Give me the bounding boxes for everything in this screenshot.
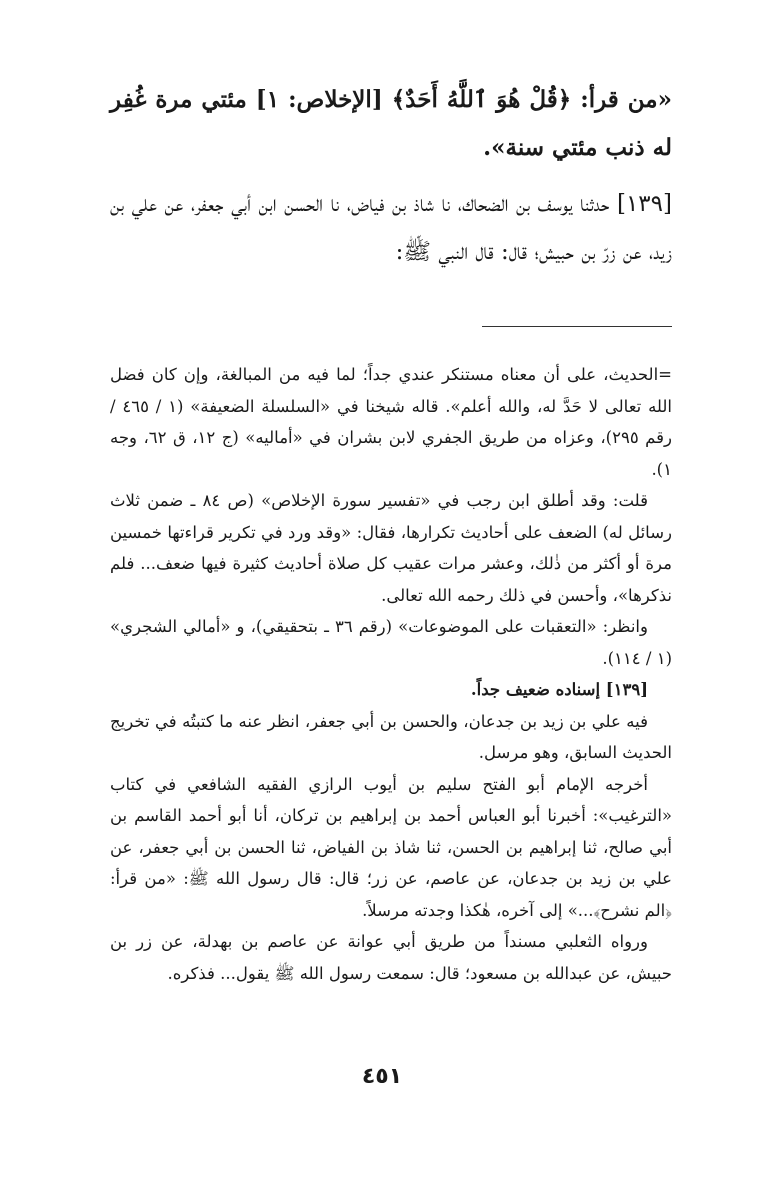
footnote-see-also: وانظر: «التعقبات على الموضوعات» (رقم ٣٦ ـ بتحقيقي)، و «أمالي الشجري» (١ / ١١٤). [110,617,672,668]
footnote-ibn-rajab: قلت: وقد أطلق ابن رجب في «تفسير سورة الإخلاص» (ص ٨٤ ـ ضمن ثلاث رسائل له) الضعف على أحاديث تكرارها، فقال: «وقد ورد في تكرير قراءتها خمسين مرة أو أكثر من ذٰلك، وعشر مرات عقيب كل صلاة أحاديث كثيرة فيها ضعف... فلم نذكرها»، وأحسن في ذلك رحمه الله تعالى. [110,491,672,605]
footnote-divider [482,326,672,327]
footnote-divider-wrap [110,300,672,345]
main-text [110,76,672,276]
footnote-139-takhrij: أخرجه الإمام أبو الفتح سليم بن أيوب الرازي الفقيه الشافعي في كتاب «الترغيب»: أخبرنا أبو العباس أحمد بن إبراهيم بن تركان، أنا أبو أحمد القاسم بن أبي صالح، ثنا إبراهيم بن الحسن، ثنا شاذ بن الفياض، ثنا الحسن بن أبي جعفر، عن علي بن زيد بن جدعان، عن عاصم، عن زر؛ قال: قال رسول الله ﷺ: «من قرأ: ﴿الم نشرح﴾...» إلى آخره، هٰكذا وجدته مرسلاً. [110,774,672,920]
page-number: ٤٥١ [361,1064,403,1089]
footnote-continuation: =الحديث، على أن معناه مستنكر عندي جداً؛ لما فيه من المبالغة، وإن كان فضل الله تعالى لا حَدَّ له، والله أعلم». قاله شيخنا في «السلسلة الضعيفة» (١ / ٤٦٥ / رقم ٢٩٥)، وعزاه من طريق الجفري لابن بشران في «أماليه» (ج ١٢، ق ٦٢، وجه ١). [110,365,672,479]
hadith-139-isnad: [١٣٩] حدثنا يوسف بن الضحاك، نا شاذ بن فياض، نا الحسن ابن أبي جعفر، عن علي بن زيد، عن زرّ بن حبيش؛ قال: قال النبي ﷺ: [110,191,672,265]
footnote-139-thalabi: ورواه الثعلبي مسنداً من طريق أبي عوانة عن عاصم بن بهدلة، عن زر بن حبيش، عن عبدالله بن مسعود؛ قال: سمعت رسول الله ﷺ يقول... فذكره. [110,932,672,983]
hadith-text: «من قرأ: ﴿قُلْ هُوَ ٱللَّهُ أَحَدٌ﴾ [الإخلاص: ١] مئتي مرة غُفِر له ذنب مئتي سنة». [110,86,672,161]
footnote-139-grade: [١٣٩] إسناده ضعيف جداً. [470,680,648,699]
footnotes [110,359,672,989]
footnote-139-narrators: فيه علي بن زيد بن جدعان، والحسن بن أبي جعفر، انظر عنه ما كتبتُه في تخريج الحديث السابق، وهو مرسل. [110,711,672,762]
